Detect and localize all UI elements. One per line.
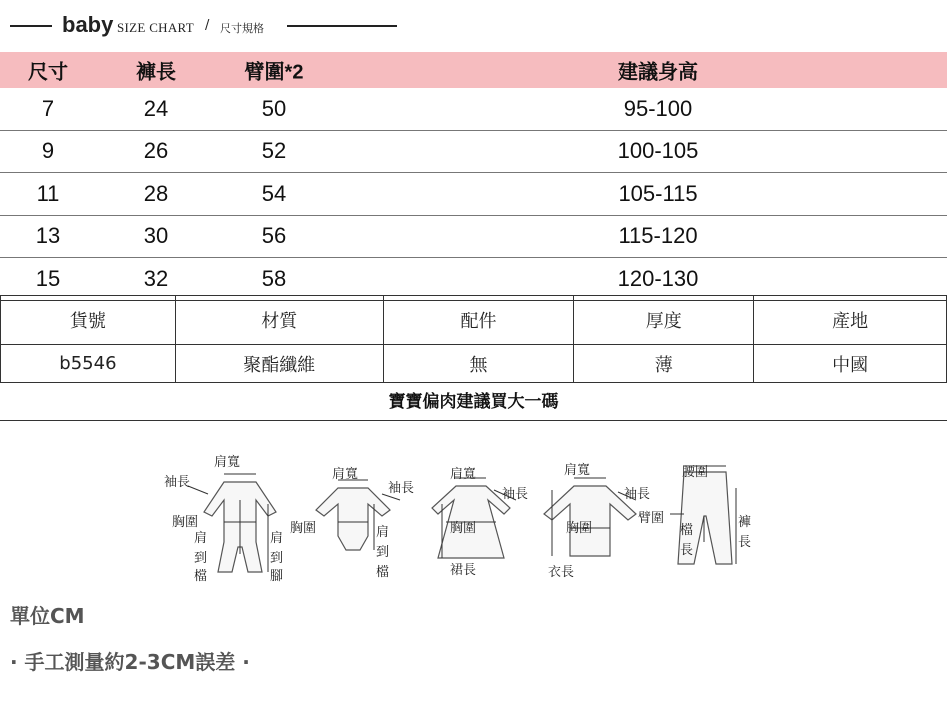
g1-chest-label: 胸圍 bbox=[172, 515, 199, 530]
chart-header bbox=[0, 12, 420, 40]
g1-f2: 到 bbox=[270, 551, 284, 566]
header-cn-title: 尺寸規格 bbox=[220, 22, 264, 35]
g2-shoulder-label: 肩寬 bbox=[332, 467, 359, 482]
info-header-thickness: 厚度 bbox=[574, 296, 754, 345]
info-header-origin: 產地 bbox=[754, 296, 947, 345]
g3-sleeve-label: 袖長 bbox=[502, 487, 529, 502]
info-header-item-no: 貨號 bbox=[1, 296, 176, 345]
cell-pants-length: 30 bbox=[143, 223, 169, 249]
cell-size: 11 bbox=[36, 180, 60, 206]
bodysuit-icon bbox=[316, 488, 390, 550]
cell-arm: 50 bbox=[261, 95, 287, 121]
g5-crotch1: 檔 bbox=[680, 523, 694, 538]
product-info-table bbox=[0, 295, 947, 383]
cell-arm: 58 bbox=[261, 265, 287, 291]
g2-s3: 檔 bbox=[376, 565, 390, 580]
g1-sleeve-label: 袖長 bbox=[164, 475, 191, 490]
header-arm: 臂圍*2 bbox=[244, 61, 304, 84]
g1-f3: 腳 bbox=[270, 569, 284, 584]
header-size: 尺寸 bbox=[28, 61, 68, 84]
info-header-material: 材質 bbox=[175, 296, 383, 345]
info-value-row bbox=[1, 345, 947, 383]
info-header-accessory: 配件 bbox=[383, 296, 574, 345]
g5-arm-label: 臂圍 bbox=[638, 511, 665, 526]
error-note: · 手工測量約2-3CM誤差 · bbox=[10, 650, 250, 674]
g1-s2: 到 bbox=[194, 551, 208, 566]
cell-height: 120-130 bbox=[617, 265, 699, 291]
header-height: 建議身高 bbox=[618, 61, 698, 84]
g4-chest-label: 胸圍 bbox=[566, 521, 593, 536]
g1-f1: 肩 bbox=[270, 531, 284, 546]
g4-length-label: 衣長 bbox=[548, 565, 575, 580]
measurement-diagram bbox=[160, 452, 760, 592]
g1-shoulder-label: 肩寬 bbox=[214, 455, 241, 470]
table-row bbox=[0, 173, 947, 216]
info-origin: 中國 bbox=[754, 345, 947, 383]
g5-pants2: 長 bbox=[738, 535, 752, 550]
cell-height: 105-115 bbox=[618, 180, 698, 206]
cell-arm: 52 bbox=[261, 138, 287, 164]
info-material: 聚酯纖維 bbox=[175, 345, 383, 383]
g1-s1: 肩 bbox=[194, 531, 208, 546]
cell-height: 95-100 bbox=[623, 95, 693, 121]
cell-pants-length: 26 bbox=[143, 138, 169, 164]
g2-s2: 到 bbox=[376, 545, 390, 560]
g1-s3: 檔 bbox=[194, 569, 208, 584]
cell-pants-length: 28 bbox=[143, 180, 169, 206]
g5-pants1: 褲 bbox=[738, 515, 752, 530]
table-row bbox=[0, 216, 947, 259]
cell-height: 115-120 bbox=[618, 223, 698, 249]
header-right-rule bbox=[287, 25, 397, 27]
cell-size: 13 bbox=[35, 223, 61, 249]
header-size-chart: SIZE CHART bbox=[117, 20, 194, 35]
sizing-note: 寶寶偏肉建議買大一碼 bbox=[0, 384, 947, 421]
cell-size: 7 bbox=[41, 95, 55, 121]
header-baby: baby bbox=[62, 12, 114, 37]
g2-sleeve-label: 袖長 bbox=[388, 481, 415, 496]
info-thickness: 薄 bbox=[574, 345, 754, 383]
cell-pants-length: 24 bbox=[143, 95, 169, 121]
info-header-row bbox=[1, 296, 947, 345]
cell-height: 100-105 bbox=[617, 138, 699, 164]
g3-chest-label: 胸圍 bbox=[450, 521, 477, 536]
cell-pants-length: 32 bbox=[143, 265, 169, 291]
g3-length-label: 裙長 bbox=[450, 563, 477, 578]
cell-arm: 56 bbox=[261, 223, 287, 249]
header-slash: / bbox=[205, 18, 210, 33]
table-row bbox=[0, 131, 947, 174]
header-left-rule bbox=[10, 25, 52, 27]
cell-size: 15 bbox=[35, 265, 61, 291]
g5-waist-label: 腰圍 bbox=[682, 465, 709, 480]
table-row bbox=[0, 88, 947, 131]
g2-s1: 肩 bbox=[376, 525, 390, 540]
info-item-no: b5546 bbox=[1, 345, 176, 383]
size-table bbox=[0, 52, 947, 301]
info-accessory: 無 bbox=[383, 345, 574, 383]
unit-label: 單位CM bbox=[10, 604, 85, 628]
cell-arm: 54 bbox=[261, 180, 287, 206]
header-pants-length: 褲長 bbox=[136, 61, 176, 84]
g3-shoulder-label: 肩寬 bbox=[450, 467, 477, 482]
g4-shoulder-label: 肩寬 bbox=[564, 463, 591, 478]
size-table-header bbox=[0, 52, 947, 88]
g5-crotch2: 長 bbox=[680, 543, 694, 558]
g4-sleeve-label: 袖長 bbox=[624, 487, 651, 502]
g2-chest-label: 胸圍 bbox=[290, 521, 317, 536]
cell-size: 9 bbox=[41, 138, 55, 164]
